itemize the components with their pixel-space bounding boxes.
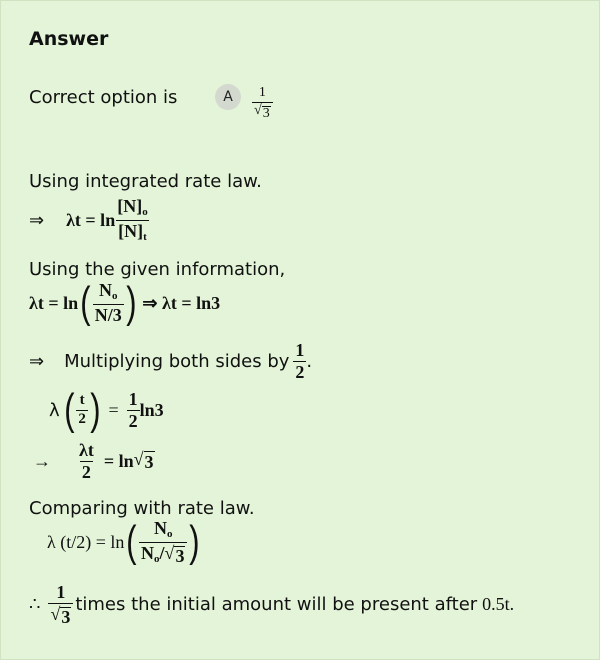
step-compare-rate-law: Comparing with rate law. (29, 498, 255, 519)
one-over-root-three: 1 √ 3 (48, 583, 73, 627)
equation-compare (47, 519, 202, 565)
therefore-symbol: ∴ (29, 594, 41, 615)
equals-sign: = (108, 399, 119, 420)
equation-given-information (29, 278, 221, 327)
equation-lhs: λ (t/2) = ln (47, 531, 125, 552)
concentration-ratio: $\frac{[N]_o}{[N]_t}$ (117, 196, 148, 243)
compare-fraction: $N_o$ $N_o/$ √ 3 (139, 519, 187, 565)
fraction-numerator: 1 (258, 85, 266, 100)
ratio-fraction: $\frac{N_o}{N/3}$ (94, 280, 122, 325)
implies-arrow: ⇒ (29, 350, 45, 371)
right-paren: ) (125, 278, 137, 327)
equation-rhs: ⇒ λt = ln3 (142, 292, 221, 313)
conclusion (29, 583, 514, 627)
left-paren: ( (80, 278, 91, 327)
right-arrow: → (33, 450, 51, 471)
equation-result (33, 441, 155, 482)
equation-half-time (49, 385, 164, 434)
equation-integrated-rate-law (29, 197, 150, 243)
right-paren: ) (90, 385, 101, 434)
step-multiply (29, 341, 312, 382)
half-fraction: $\frac{1}{2}$ (128, 388, 138, 431)
implies-arrow: ⇒ (29, 209, 45, 230)
equation-rhs: ln3 (139, 399, 164, 420)
equation-rhs: = ln (103, 450, 134, 471)
conclusion-text: times the initial amount will be present after (75, 594, 478, 616)
sqrt-three: √ 3 (133, 449, 154, 473)
left-paren: ( (63, 385, 75, 434)
correct-option-fraction (252, 86, 273, 121)
lambda-t-over-2: $\frac{\lambda t}{2}$ (79, 440, 94, 482)
conclusion-value: 0.5t. (482, 594, 515, 615)
t-over-2: $\frac{t}{2}$ (78, 391, 86, 427)
option-badge: A (215, 84, 241, 110)
multiply-text: Multiplying both sides by (64, 350, 290, 372)
step-integrated-rate-law: Using integrated rate law. (29, 171, 262, 192)
period: . (306, 350, 313, 372)
half-fraction: $\frac{1}{2}$ (295, 340, 305, 382)
fraction-denominator: √ 3 (252, 102, 273, 122)
answer-heading: Answer (29, 28, 109, 50)
equation-lhs: λt = ln (66, 209, 116, 230)
lambda-symbol: λ (49, 399, 60, 421)
right-paren: ) (189, 517, 200, 567)
left-paren: ( (126, 517, 137, 567)
step-given-information: Using the given information, (29, 259, 286, 280)
correct-option-label: Correct option is (29, 87, 178, 108)
equation-lhs: λt = ln (29, 292, 79, 313)
